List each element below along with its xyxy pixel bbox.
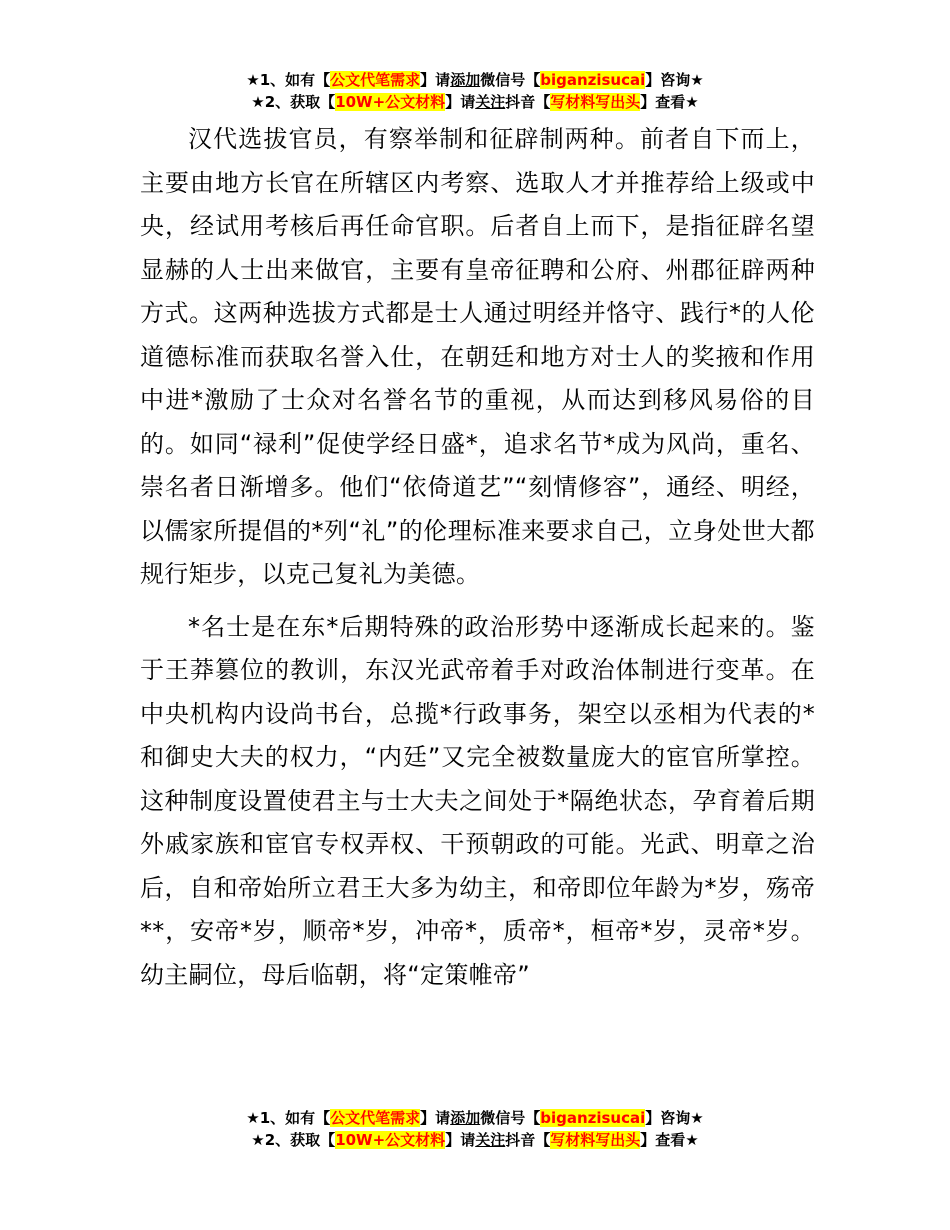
banner-text: 微信号【 xyxy=(480,71,541,89)
banner-text: ★2、获取【 xyxy=(251,1131,336,1149)
paragraph: *名士是在东*后期特殊的政治形势中逐渐成长起来的。鉴于王莽篡位的教训，东汉光武帝着手对政治体制进行变革。在中央机构内设尚书台，总揽*行政事务，架空以丞相为代表的*和御史大夫的权力，“内廷”又完全被数量庞大的宦官所掌控。这种制度设置使君主与士大夫之间处于*隔绝状态，孕育着后期外戚家族和宦官专权弄权、干预朝政的可能。光武、明章之治后，自和帝始所立君王大多为幼主，和帝即位年龄为*岁，殇帝**，安帝*岁，顺帝*岁，冲帝*，质帝*，桓帝*岁，灵帝*岁。幼主嗣位，母后临朝，将“定策帷帝” xyxy=(140,612,815,989)
underlined-word: 添加 xyxy=(450,71,481,89)
banner-text: 抖音【 xyxy=(505,93,551,111)
highlight-douyin: 写材料写出头 xyxy=(550,93,641,111)
banner-text: 抖音【 xyxy=(505,1131,551,1149)
banner-line-1 xyxy=(0,1107,950,1129)
underlined-word: 添加 xyxy=(450,1109,481,1127)
highlight-materials: 10W+公文材料 xyxy=(335,93,446,111)
highlight-service: 公文代笔需求 xyxy=(330,1109,421,1127)
banner-text: 】查看★ xyxy=(640,1131,699,1149)
banner-text: 】查看★ xyxy=(640,93,699,111)
banner-text: 】咨询★ xyxy=(645,71,704,89)
highlight-service: 公文代笔需求 xyxy=(330,71,421,89)
banner-text: 】请 xyxy=(420,1109,451,1127)
highlight-materials: 10W+公文材料 xyxy=(335,1131,446,1149)
banner-line-2 xyxy=(0,91,950,113)
banner-text: 】请 xyxy=(445,1131,476,1149)
banner-text: ★1、如有【 xyxy=(246,1109,331,1127)
footer-banner xyxy=(0,1107,950,1151)
paragraph: 汉代选拔官员，有察举制和征辟制两种。前者自下而上，主要由地方长官在所辖区内考察、选取人才并推荐给上级或中央，经试用考核后再任命官职。后者自上而下，是指征辟名望显赫的人士出来做官，主要有皇帝征聘和公府、州郡征辟两种方式。这两种选拔方式都是士人通过明经并恪守、践行*的人伦道德标准而获取名誉入仕，在朝廷和地方对士人的奖掖和作用中进*激励了士众对名誉名节的重视，从而达到移风易俗的目的。如同“禄利”促使学经日盛*，追求名节*成为风尚，重名、崇名者日渐增多。他们“依倚道艺”“刻情修容”，通经、明经，以儒家所提倡的*列“礼”的伦理标准来要求自己，立身处世大都规行矩步，以克己复礼为美德。 xyxy=(140,125,815,588)
header-banner xyxy=(0,69,950,113)
banner-text: 】咨询★ xyxy=(645,1109,704,1127)
banner-text: 】请 xyxy=(445,93,476,111)
document-body xyxy=(140,118,815,1006)
banner-line-2 xyxy=(0,1129,950,1151)
underlined-word: 关注 xyxy=(475,93,506,111)
banner-line-1 xyxy=(0,69,950,91)
banner-text: 微信号【 xyxy=(480,1109,541,1127)
banner-text: 】请 xyxy=(420,71,451,89)
highlight-wechat-id: biganzisucai xyxy=(540,1109,646,1127)
banner-text: ★1、如有【 xyxy=(246,71,331,89)
highlight-douyin: 写材料写出头 xyxy=(550,1131,641,1149)
underlined-word: 关注 xyxy=(475,1131,506,1149)
highlight-wechat-id: biganzisucai xyxy=(540,71,646,89)
banner-text: ★2、获取【 xyxy=(251,93,336,111)
